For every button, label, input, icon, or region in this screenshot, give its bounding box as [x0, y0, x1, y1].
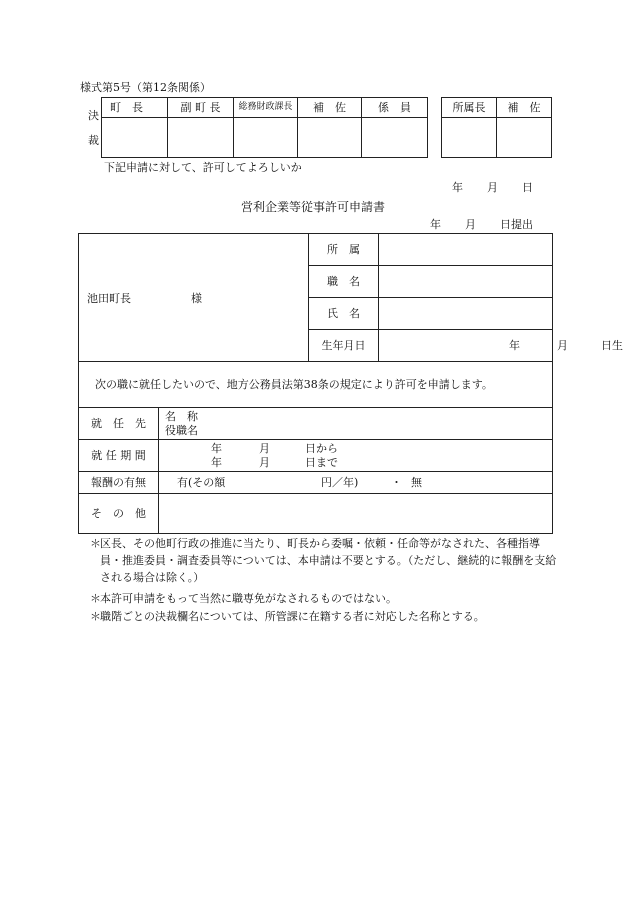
affiliation-label: 所 属 [309, 234, 379, 266]
addressee-cell [79, 234, 309, 362]
approval-header-dept-assistant: 補 佐 [497, 98, 552, 118]
approval-date-month: 月 [487, 181, 498, 194]
approval-header-vice-mayor: 副 町 長 [168, 98, 234, 118]
period-to-day: 日まで [305, 456, 338, 469]
birth-year-unit: 年 [509, 339, 520, 352]
note-1-mark: ＊ [90, 537, 101, 550]
submit-date-day: 日提出 [500, 218, 533, 231]
position-field[interactable] [379, 266, 553, 298]
statement-text: 次の職に就任したいので、地方公務員法第38条の規定により許可を申請します。 [95, 378, 493, 391]
birth-field[interactable] [379, 330, 623, 362]
approval-cell-assistant[interactable] [298, 118, 362, 158]
note-3 [90, 608, 560, 625]
appointment-label: 就 任 先 [79, 408, 159, 440]
approval-cell-dept-assistant[interactable] [497, 118, 552, 158]
approval-table [101, 97, 428, 158]
position-label: 職 名 [309, 266, 379, 298]
note-1-text: 区長、その他町行政の推進に当たり、町長から委嘱・依頼・任命等がなされた、各種指導員・推進委員・調査委員等については、本申請は不要とする。（ただし、継続的に報酬を支給される場合は除く。） [100, 537, 557, 584]
name-label: 氏 名 [309, 298, 379, 330]
note-2-text: 本許可申請をもって当然に職専免がなされるものではない。 [100, 592, 397, 605]
birth-day-unit: 日生 [601, 339, 623, 352]
period-from-year: 年 [211, 442, 222, 455]
approval-cell-section-chief[interactable] [234, 118, 298, 158]
note-3-text: 職階ごとの決裁欄名については、所管課に在籍する者に対応した名称とする。 [100, 610, 485, 623]
affiliation-field[interactable] [379, 234, 553, 266]
pay-separator: ・ [391, 476, 402, 489]
approval-note: 下記申請に対して、許可してよろしいか [104, 161, 302, 174]
approval-header-dept-head: 所属長 [442, 98, 497, 118]
addressee-name: 池田町長 [87, 291, 131, 305]
other-label: そ の 他 [79, 494, 159, 534]
approval-cell-vice-mayor[interactable] [168, 118, 234, 158]
period-from-day: 日から [305, 442, 338, 455]
approval-side-label-2: 裁 [88, 134, 99, 147]
name-field[interactable] [379, 298, 553, 330]
application-table [78, 233, 623, 534]
period-field[interactable] [159, 440, 553, 472]
approval-header-staff: 係 員 [362, 98, 428, 118]
approval-table-right [441, 97, 552, 158]
note-2 [90, 590, 560, 607]
pay-no: 無 [411, 476, 422, 489]
approval-cell-dept-head[interactable] [442, 118, 497, 158]
approval-header-assistant: 補 佐 [298, 98, 362, 118]
approval-cell-mayor[interactable] [102, 118, 168, 158]
note-3-mark: ＊ [90, 610, 101, 623]
pay-yes: 有(その額 [177, 476, 226, 489]
approval-cell-staff[interactable] [362, 118, 428, 158]
approval-date-year: 年 [452, 181, 463, 194]
period-to-month: 月 [259, 456, 270, 469]
period-to-year: 年 [211, 456, 222, 469]
appointment-role-label: 役職名 [165, 424, 198, 437]
submit-date-year: 年 [430, 218, 441, 231]
submit-date-month: 月 [465, 218, 476, 231]
pay-label: 報酬の有無 [79, 472, 159, 494]
birth-label: 生年月日 [309, 330, 379, 362]
period-from-month: 月 [259, 442, 270, 455]
appointment-field[interactable] [159, 408, 553, 440]
statement-cell [79, 362, 553, 408]
note-2-mark: ＊ [90, 592, 101, 605]
approval-header-section-chief: 総務財政課長 [234, 98, 298, 118]
approval-header-mayor: 町 長 [102, 98, 168, 118]
page-title: 営利企業等従事許可申請書 [241, 200, 386, 214]
addressee-suffix: 様 [191, 291, 202, 305]
approval-date-day: 日 [522, 181, 533, 194]
form-label: 様式第5号（第12条関係） [80, 81, 211, 94]
other-field[interactable] [159, 494, 553, 534]
note-1 [90, 535, 560, 586]
appointment-name-label: 名 称 [165, 410, 198, 423]
period-label: 就 任 期 間 [79, 440, 159, 472]
approval-side-label-1: 決 [88, 109, 99, 122]
pay-field[interactable] [159, 472, 553, 494]
pay-unit: 円／年) [321, 476, 359, 489]
birth-month-unit: 月 [557, 339, 568, 352]
